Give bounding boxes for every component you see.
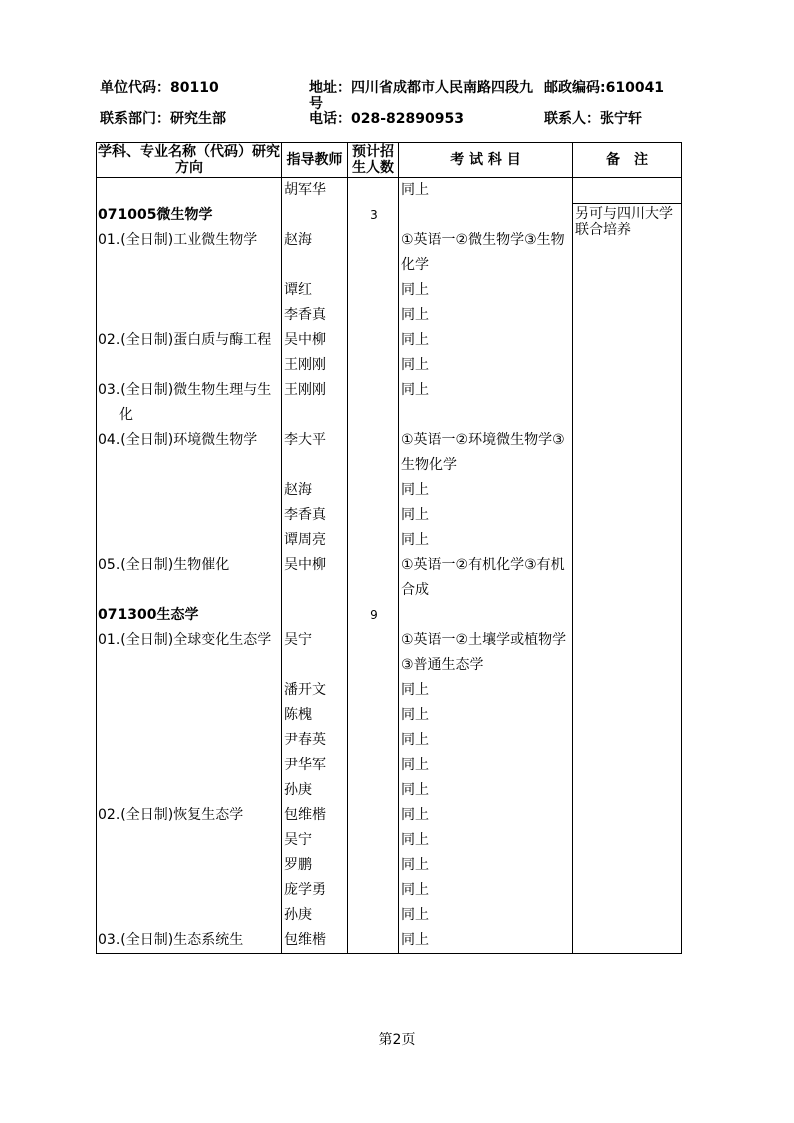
- advisor-cell: [282, 828, 348, 853]
- enrollment-table: [96, 142, 682, 954]
- exam-cell: [399, 828, 573, 853]
- exam-cell: [399, 353, 573, 378]
- exam-cell-text: 同上: [401, 882, 429, 898]
- advisor-cell-text: 陈槐: [284, 707, 312, 723]
- enrollment-cell: [348, 878, 399, 903]
- direction-cell: [97, 278, 282, 303]
- advisor-cell: [282, 528, 348, 553]
- enrollment-cell: [348, 378, 399, 428]
- exam-cell-text: 同上: [401, 832, 429, 848]
- enrollment-cell-text: 9: [370, 608, 378, 622]
- enrollment-cell: [348, 303, 399, 328]
- advisor-cell: [282, 728, 348, 753]
- direction-cell: [97, 803, 282, 828]
- enrollment-cell: [348, 853, 399, 878]
- enrollment-cell: [348, 728, 399, 753]
- contact-person: 联系人：张宁轩: [544, 111, 642, 127]
- advisor-cell-text: 谭周亮: [284, 532, 326, 548]
- contact-department: 联系部门：研究生部: [100, 111, 226, 127]
- advisor-cell-text: 吴宁: [284, 632, 312, 648]
- phone: 电话：028-82890953: [309, 111, 464, 127]
- exam-cell: [399, 478, 573, 503]
- enrollment-cell: [348, 428, 399, 478]
- exam-cell: [399, 728, 573, 753]
- exam-cell-text: 同上: [401, 857, 429, 873]
- enrollment-cell: [348, 828, 399, 853]
- direction-cell: [97, 378, 282, 428]
- advisor-cell-text: 孙庚: [284, 907, 312, 923]
- direction-cell: [97, 178, 282, 204]
- exam-cell: [399, 428, 573, 478]
- advisor-cell-text: 赵海: [284, 482, 312, 498]
- exam-cell: [399, 628, 573, 678]
- exam-cell-text: ①英语一②环境微生物学③生物化学: [401, 432, 565, 473]
- advisor-cell-text: 包维楷: [284, 932, 326, 948]
- table-row: [97, 203, 682, 228]
- enrollment-cell-text: 3: [370, 208, 378, 222]
- direction-cell-text: 03.(全日制)生态系统生: [98, 932, 244, 948]
- exam-cell: [399, 503, 573, 528]
- exam-cell-text: 同上: [401, 332, 429, 348]
- direction-cell: [97, 753, 282, 778]
- advisor-cell: [282, 553, 348, 603]
- exam-cell: [399, 203, 573, 228]
- direction-cell-text: 071300生态学: [98, 607, 199, 623]
- advisor-cell: [282, 353, 348, 378]
- exam-cell-text: 同上: [401, 507, 429, 523]
- exam-cell-text: 同上: [401, 707, 429, 723]
- exam-cell-text: 同上: [401, 532, 429, 548]
- direction-cell: [97, 628, 282, 678]
- exam-cell-text: ①英语一②有机化学③有机合成: [401, 557, 565, 598]
- advisor-cell: [282, 778, 348, 803]
- advisor-cell-text: 孙庚: [284, 782, 312, 798]
- advisor-cell-text: 赵海: [284, 232, 312, 248]
- exam-cell-text: 同上: [401, 182, 429, 198]
- advisor-cell: [282, 328, 348, 353]
- enrollment-cell: [348, 778, 399, 803]
- advisor-cell: [282, 228, 348, 278]
- enrollment-cell: [348, 603, 399, 628]
- direction-cell-text: 04.(全日制)环境微生物学: [98, 432, 258, 448]
- direction-cell: [97, 528, 282, 553]
- advisor-cell-text: 潘开文: [284, 682, 326, 698]
- direction-cell-text: 03.(全日制)微生物生理与生化: [98, 382, 272, 423]
- exam-cell-text: 同上: [401, 757, 429, 773]
- advisor-cell-text: 包维楷: [284, 807, 326, 823]
- table-body: [97, 178, 682, 954]
- advisor-cell: [282, 903, 348, 928]
- direction-cell-text: 02.(全日制)恢复生态学: [98, 807, 244, 823]
- direction-cell: [97, 853, 282, 878]
- table-row: [97, 178, 682, 204]
- direction-cell: [97, 678, 282, 703]
- enrollment-cell: [348, 553, 399, 603]
- exam-cell-text: 同上: [401, 482, 429, 498]
- exam-cell-text: 同上: [401, 732, 429, 748]
- direction-cell: [97, 228, 282, 278]
- exam-cell-text: 同上: [401, 907, 429, 923]
- advisor-cell-text: 吴中柳: [284, 332, 326, 348]
- advisor-cell: [282, 278, 348, 303]
- header-discipline: 学科、专业名称（代码）研究方向: [98, 144, 280, 176]
- header-enrollment: 预计招生人数: [348, 143, 399, 178]
- advisor-cell: [282, 603, 348, 628]
- direction-cell-text: 02.(全日制)蛋白质与酶工程: [98, 332, 272, 348]
- enrollment-cell: [348, 928, 399, 954]
- address: 地址：四川省成都市人民南路四段九号: [309, 80, 533, 112]
- advisor-cell: [282, 928, 348, 954]
- exam-cell: [399, 553, 573, 603]
- exam-cell-text: 同上: [401, 932, 429, 948]
- enrollment-cell: [348, 803, 399, 828]
- note-cell: [573, 203, 682, 954]
- enrollment-cell: [348, 178, 399, 204]
- direction-cell: [97, 428, 282, 478]
- exam-cell: [399, 803, 573, 828]
- enrollment-cell: [348, 228, 399, 278]
- advisor-cell-text: 李香真: [284, 507, 326, 523]
- direction-cell: [97, 903, 282, 928]
- header-note: 备 注: [573, 143, 682, 178]
- enrollment-cell: [348, 353, 399, 378]
- exam-cell: [399, 303, 573, 328]
- enrollment-cell: [348, 203, 399, 228]
- note-text: 另可与四川大学联合培养: [575, 205, 673, 238]
- direction-cell: [97, 553, 282, 603]
- exam-cell: [399, 853, 573, 878]
- direction-cell-text: 071005微生物学: [98, 207, 213, 223]
- enrollment-cell: [348, 328, 399, 353]
- exam-cell-text: 同上: [401, 382, 429, 398]
- direction-cell: [97, 328, 282, 353]
- exam-cell: [399, 903, 573, 928]
- advisor-cell-text: 吴中柳: [284, 557, 326, 573]
- table-header-row: [97, 143, 682, 178]
- exam-cell: [399, 228, 573, 278]
- enrollment-cell: [348, 628, 399, 678]
- direction-cell: [97, 503, 282, 528]
- exam-cell: [399, 678, 573, 703]
- direction-cell: [97, 303, 282, 328]
- exam-cell-text: ①英语一②微生物学③生物化学: [401, 232, 565, 273]
- advisor-cell: [282, 378, 348, 428]
- advisor-cell: [282, 703, 348, 728]
- advisor-cell-text: 胡军华: [284, 182, 326, 198]
- advisor-cell: [282, 478, 348, 503]
- enrollment-cell: [348, 503, 399, 528]
- enrollment-cell: [348, 478, 399, 503]
- advisor-cell-text: 谭红: [284, 282, 312, 298]
- advisor-cell: [282, 853, 348, 878]
- exam-cell-text: 同上: [401, 807, 429, 823]
- advisor-cell: [282, 628, 348, 678]
- enrollment-cell: [348, 528, 399, 553]
- exam-cell-text: 同上: [401, 682, 429, 698]
- direction-cell: [97, 603, 282, 628]
- direction-cell: [97, 728, 282, 753]
- enrollment-cell: [348, 678, 399, 703]
- header-advisor: 指导教师: [282, 143, 348, 178]
- exam-cell-text: 同上: [401, 282, 429, 298]
- direction-cell-text: 01.(全日制)全球变化生态学: [98, 632, 272, 648]
- enrollment-cell: [348, 278, 399, 303]
- exam-cell: [399, 378, 573, 428]
- direction-cell: [97, 828, 282, 853]
- advisor-cell-text: 李大平: [284, 432, 326, 448]
- advisor-cell: [282, 678, 348, 703]
- advisor-cell-text: 王刚刚: [284, 382, 326, 398]
- advisor-cell: [282, 203, 348, 228]
- direction-cell: [97, 203, 282, 228]
- exam-cell: [399, 928, 573, 954]
- exam-cell: [399, 328, 573, 353]
- enrollment-cell: [348, 753, 399, 778]
- advisor-cell-text: 吴宁: [284, 832, 312, 848]
- exam-cell: [399, 703, 573, 728]
- advisor-cell-text: 尹华军: [284, 757, 326, 773]
- postal-code: 邮政编码:610041: [544, 80, 665, 96]
- advisor-cell: [282, 303, 348, 328]
- advisor-cell: [282, 753, 348, 778]
- advisor-cell: [282, 428, 348, 478]
- advisor-cell: [282, 178, 348, 204]
- enrollment-cell: [348, 903, 399, 928]
- header-exam: 考 试 科 目: [399, 143, 573, 178]
- direction-cell: [97, 878, 282, 903]
- enrollment-cell: [348, 703, 399, 728]
- exam-cell-text: 同上: [401, 307, 429, 323]
- exam-cell: [399, 528, 573, 553]
- exam-cell: [399, 753, 573, 778]
- advisor-cell: [282, 803, 348, 828]
- exam-cell-text: 同上: [401, 357, 429, 373]
- exam-cell-text: 同上: [401, 782, 429, 798]
- direction-cell: [97, 478, 282, 503]
- exam-cell: [399, 603, 573, 628]
- exam-cell-text: ①英语一②土壤学或植物学③普通生态学: [401, 632, 567, 673]
- advisor-cell-text: 罗鹏: [284, 857, 312, 873]
- direction-cell: [97, 928, 282, 954]
- unit-code: 单位代码：80110: [100, 80, 219, 96]
- advisor-cell-text: 尹春英: [284, 732, 326, 748]
- page-number: 第2页: [378, 1032, 416, 1048]
- direction-cell: [97, 703, 282, 728]
- direction-cell-text: 05.(全日制)生物催化: [98, 557, 230, 573]
- note-cell-empty: [573, 178, 682, 204]
- exam-cell: [399, 778, 573, 803]
- exam-cell: [399, 878, 573, 903]
- direction-cell-text: 01.(全日制)工业微生物学: [98, 232, 258, 248]
- direction-cell: [97, 353, 282, 378]
- advisor-cell: [282, 503, 348, 528]
- advisor-cell-text: 李香真: [284, 307, 326, 323]
- advisor-cell-text: 庞学勇: [284, 882, 326, 898]
- advisor-cell: [282, 878, 348, 903]
- direction-cell: [97, 778, 282, 803]
- advisor-cell-text: 王刚刚: [284, 357, 326, 373]
- exam-cell: [399, 178, 573, 204]
- exam-cell: [399, 278, 573, 303]
